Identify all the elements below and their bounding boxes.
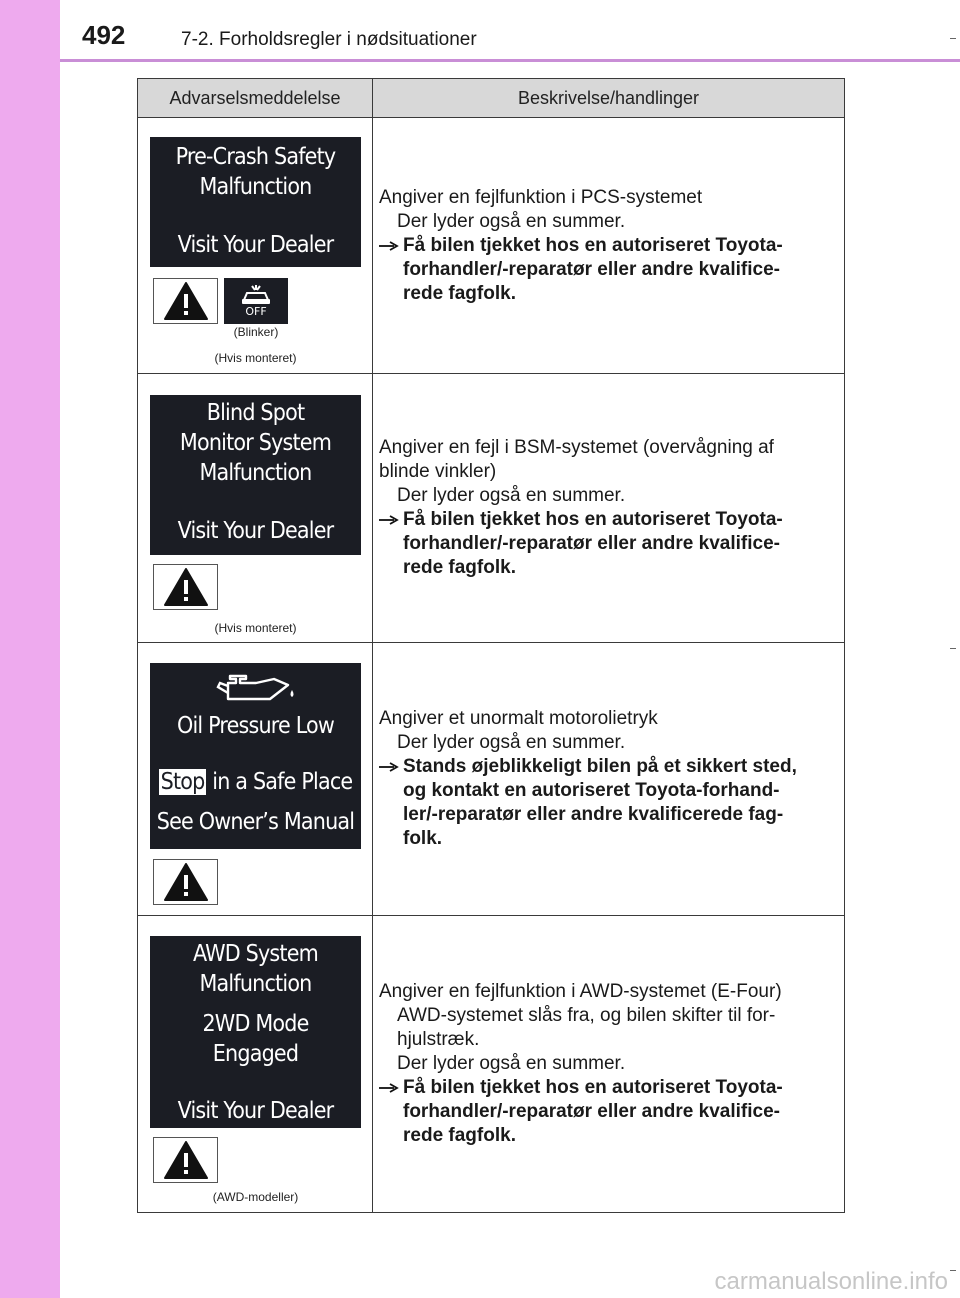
screen-line: Engaged [212, 1041, 299, 1067]
warning-cell [138, 374, 373, 642]
screen-line: Visit Your Dealer [177, 232, 334, 258]
action-item [379, 1076, 832, 1100]
action-text: folk. [403, 828, 443, 849]
warning-display-screen [150, 663, 361, 849]
oil-can-icon [214, 673, 298, 707]
description-text: blinde vinkler) [379, 461, 497, 482]
warning-triangle-icon [153, 564, 218, 610]
watermark: carmanualsonline.info [714, 1268, 948, 1295]
crop-mark [950, 648, 956, 649]
action-text: Stands øjeblikkeligt bilen på et sikkert sted, [403, 756, 797, 777]
screen-line: Visit Your Dealer [177, 1098, 334, 1124]
description-cell [373, 118, 844, 373]
action-item [379, 234, 832, 258]
warning-cell [138, 916, 373, 1212]
warning-triangle-icon [153, 278, 218, 324]
screen-line: Monitor System [179, 430, 332, 456]
screen-line: Blind Spot [206, 400, 305, 426]
warning-cell [138, 118, 373, 373]
description-text: Der lyder også en summer. [397, 485, 626, 506]
screen-line: Malfunction [199, 460, 312, 486]
action-text: Få bilen tjekket hos en autoriseret Toyota- [403, 509, 783, 530]
description-cell [373, 643, 844, 915]
action-text: forhandler/-reparatør eller andre kvalifice- [403, 258, 780, 280]
action-text: rede fagfolk. [403, 557, 516, 578]
crop-mark [950, 38, 956, 39]
screen-text: in a Safe Place [212, 769, 353, 795]
pcs-off-label: OFF [245, 305, 267, 318]
warning-display-screen [150, 936, 361, 1128]
page-number: 492 [82, 20, 126, 50]
action-item [379, 755, 832, 779]
screen-line: Malfunction [199, 971, 312, 997]
warning-triangle-icon [153, 1137, 218, 1183]
fitment-note: (AWD-modeller) [212, 1190, 299, 1204]
screen-line: Visit Your Dealer [177, 518, 334, 544]
arrow-right-icon [379, 1076, 403, 1100]
description-cell [373, 916, 844, 1212]
arrow-right-icon [379, 234, 403, 258]
action-text: forhandler/-reparatør eller andre kvalifice- [403, 533, 780, 554]
description-text: Der lyder også en summer. [397, 732, 626, 753]
screen-line: See Owner’s Manual [156, 809, 355, 835]
action-text: forhandler/-reparatør eller andre kvalifice- [403, 1101, 780, 1122]
icon-note: (Blinker) [233, 325, 279, 339]
table-row [138, 374, 844, 643]
column-header-description: Beskrivelse/handlinger [517, 87, 700, 108]
screen-line: AWD System [192, 941, 319, 967]
table-row [138, 643, 844, 916]
description-text: Angiver en fejlfunktion i PCS-systemet [379, 186, 703, 208]
action-text: rede fagfolk. [403, 282, 516, 304]
warning-cell [138, 643, 373, 915]
action-text: og kontakt en autoriseret Toyota-forhand- [403, 780, 780, 801]
description-text: Der lyder også en summer. [397, 210, 626, 232]
crop-mark [950, 1270, 956, 1271]
description-text: Angiver et unormalt motorolietryk [379, 708, 658, 729]
side-band [0, 0, 60, 1298]
warning-triangle-icon [153, 859, 218, 905]
description-cell [373, 374, 844, 642]
column-header-warning: Advarselsmeddelelse [138, 79, 373, 117]
warning-display-screen [150, 395, 361, 555]
warning-table [137, 78, 845, 1213]
fitment-note: (Hvis monteret) [214, 621, 297, 635]
screen-line [159, 767, 353, 797]
action-item [379, 508, 832, 532]
table-row [138, 916, 844, 1213]
action-text: Få bilen tjekket hos en autoriseret Toyota- [403, 1077, 783, 1098]
table-header [138, 79, 844, 118]
arrow-right-icon [379, 508, 403, 532]
action-text: rede fagfolk. [403, 1125, 516, 1146]
description-text: Angiver en fejlfunktion i AWD-systemet (E-Four) [379, 981, 782, 1002]
action-text: ler/-reparatør eller andre kvalificerede fag- [403, 804, 784, 825]
stop-highlight: Stop [160, 769, 205, 795]
table-row [138, 118, 844, 374]
warning-display-screen [150, 137, 361, 267]
description-text: AWD-systemet slås fra, og bilen skifter til for- [397, 1005, 776, 1026]
arrow-right-icon [379, 755, 403, 779]
screen-line: Pre-Crash Safety [175, 144, 336, 170]
header-rule [60, 59, 960, 62]
pcs-off-icon [224, 278, 288, 324]
description-text: Angiver en fejl i BSM-systemet (overvågning af [379, 437, 774, 458]
action-text: Få bilen tjekket hos en autoriseret Toyota- [403, 234, 783, 256]
screen-line: Malfunction [199, 174, 312, 200]
description-text: Der lyder også en summer. [397, 1053, 626, 1074]
description-text: hjulstræk. [397, 1029, 480, 1050]
chapter-title: 7-2. Forholdsregler i nødsituationer [181, 29, 477, 50]
screen-line: 2WD Mode [202, 1011, 309, 1037]
fitment-note: (Hvis monteret) [214, 351, 297, 365]
screen-line: Oil Pressure Low [176, 713, 335, 739]
